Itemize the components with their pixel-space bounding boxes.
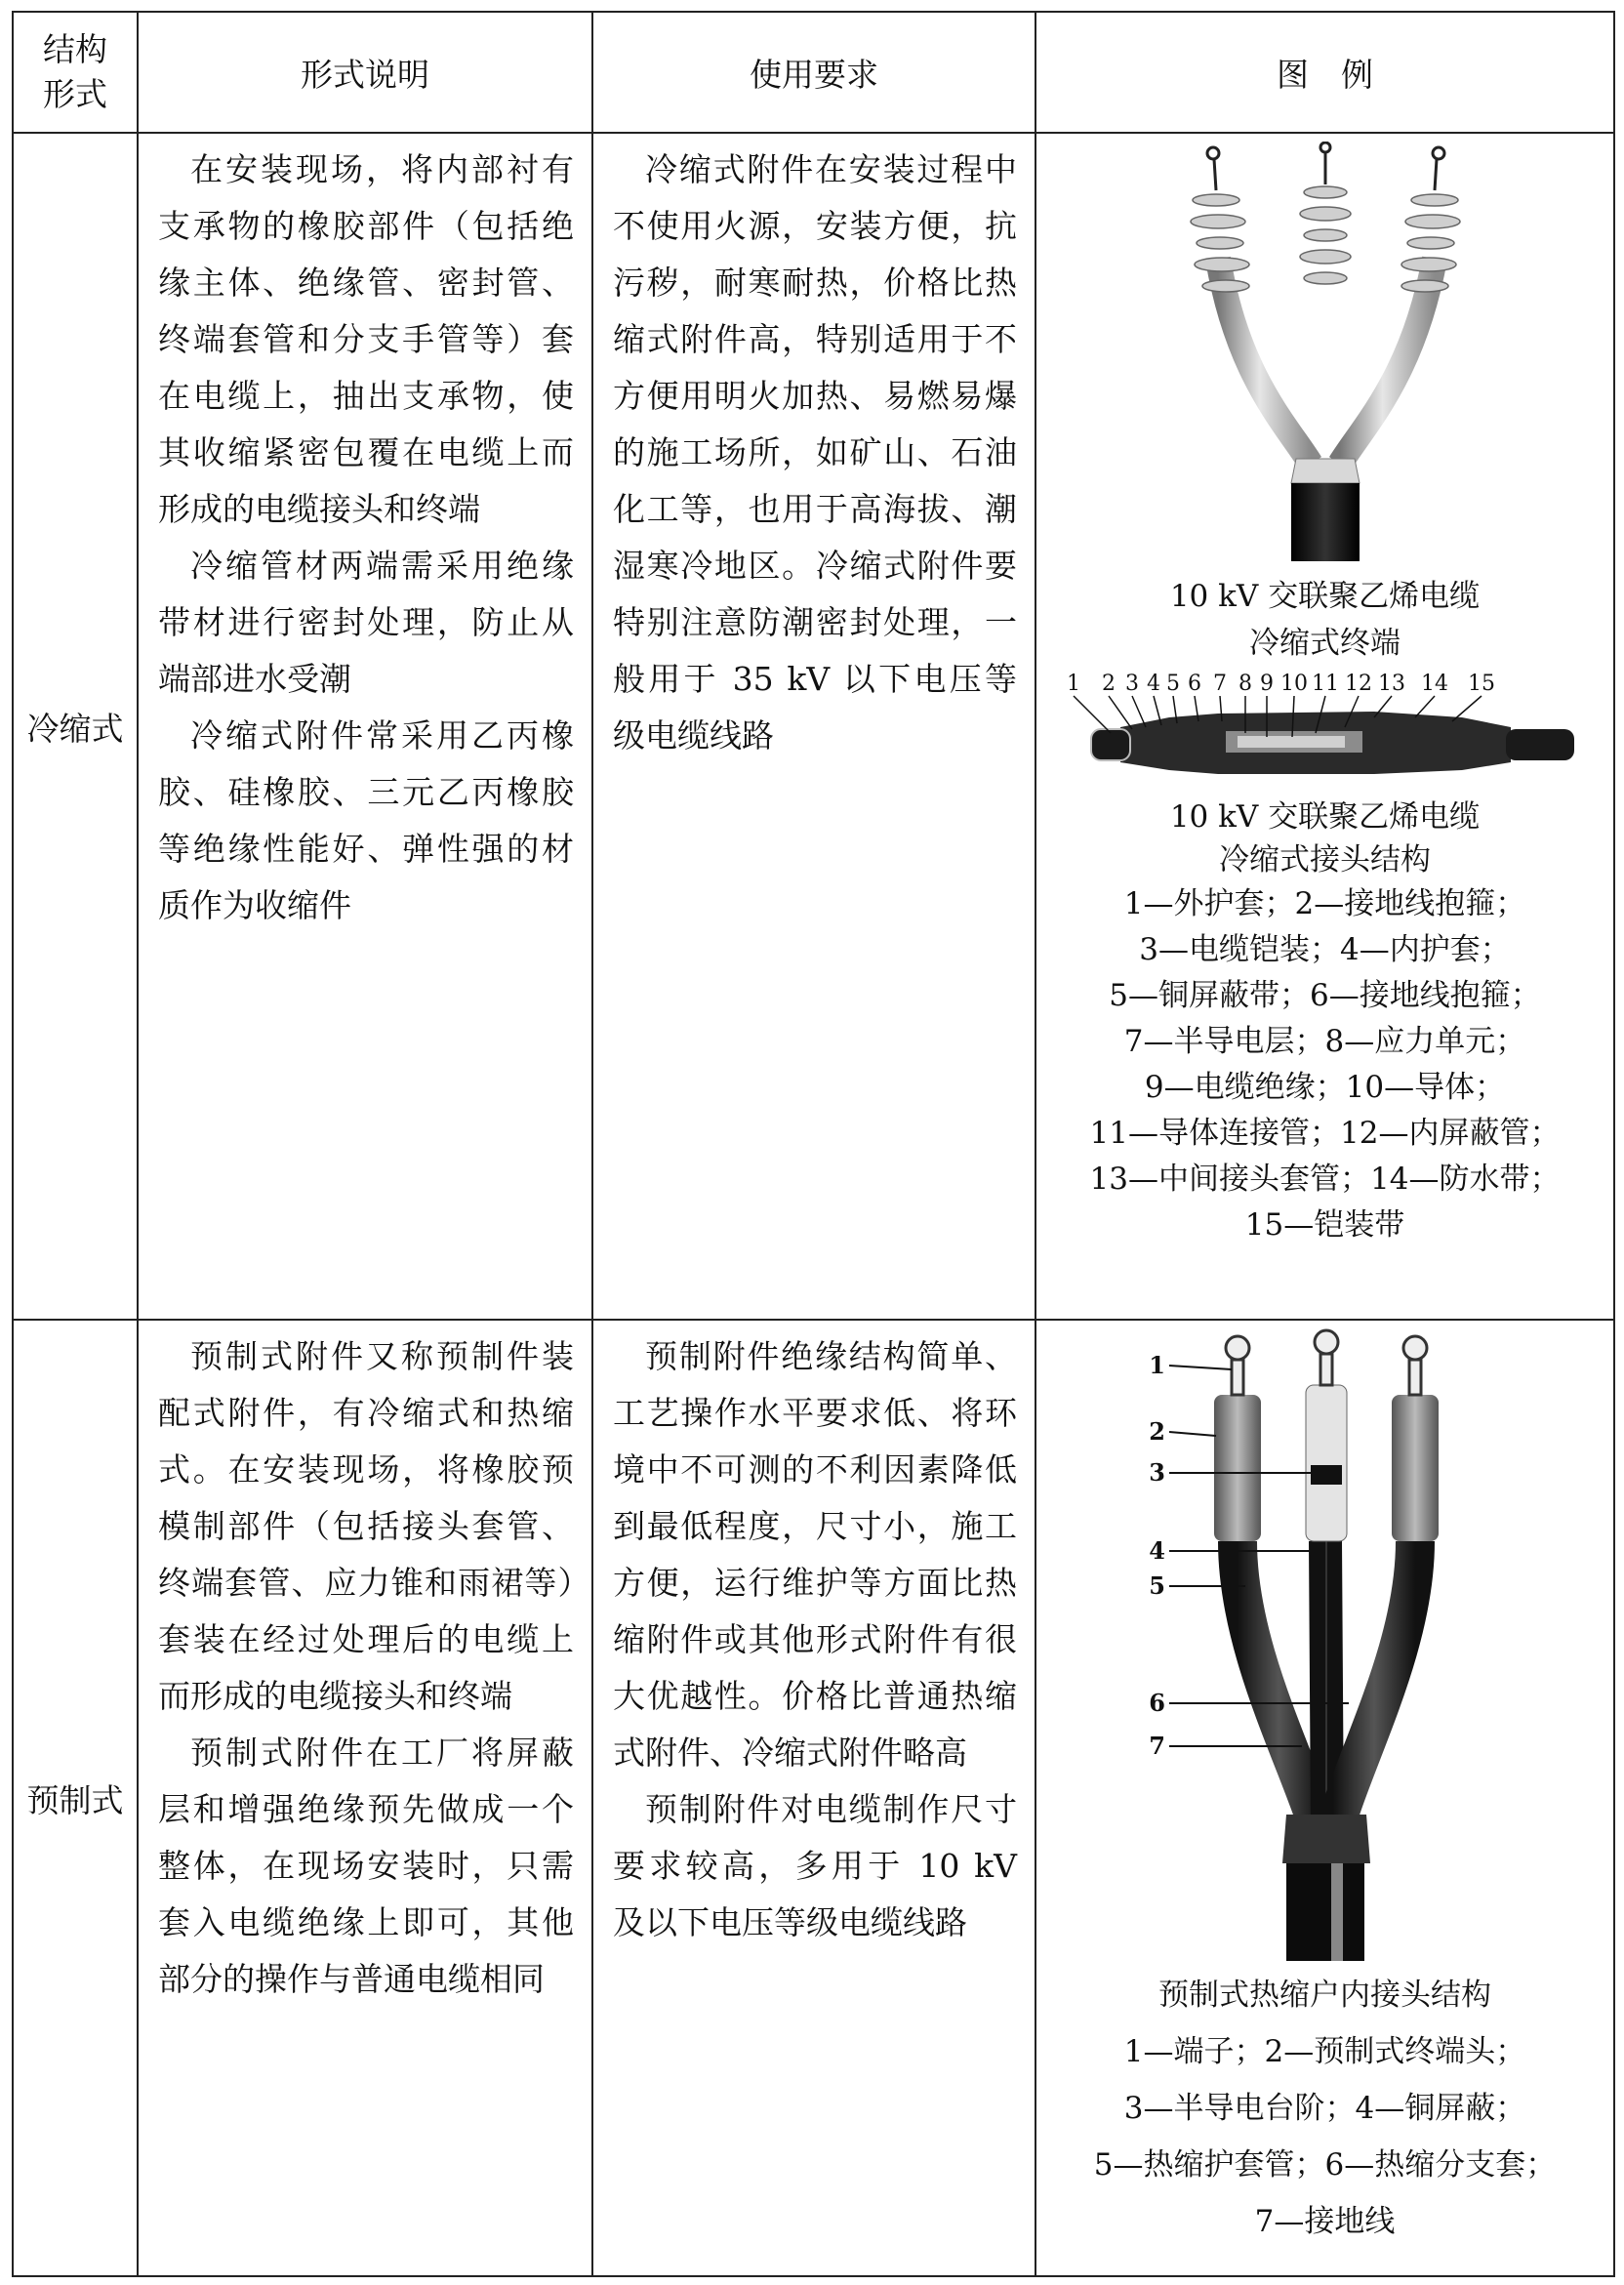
legend-line: 3—电缆铠装；4—内护套； xyxy=(1139,932,1511,967)
figure-caption: 10 kV 交联聚乙烯电缆 xyxy=(1169,799,1481,835)
structure-cell: 冷缩式 xyxy=(13,133,138,1320)
description-paragraph: 在安装现场，将内部衬有支承物的橡胶部件（包括绝缘主体、绝缘管、密封管、终端套管和分支手管等）套在电缆上，抽出支承物，使其收缩紧密包覆在电缆上而形成的电缆接头和终端 xyxy=(158,150,574,528)
figure-caption: 10 kV 交联聚乙烯电缆 xyxy=(1169,579,1481,614)
callout-label: 12 xyxy=(1344,672,1372,696)
callout-label: 11 xyxy=(1311,672,1339,696)
accessory-table xyxy=(12,11,1615,2277)
legend-line: 13—中间接头套管；14—防水带； xyxy=(1089,1162,1561,1197)
callout-label: 9 xyxy=(1259,672,1274,696)
legend-line: 1—端子；2—预制式终端头； xyxy=(1123,2034,1526,2069)
legend-line: 15—铠装带 xyxy=(1244,1207,1405,1243)
callout-label: 8 xyxy=(1238,672,1252,696)
callout-label: 4 xyxy=(1148,1536,1165,1565)
description-paragraph: 预制式附件在工厂将屏蔽层和增强绝缘预先做成一个整体，在现场安装时，只需套入电缆绝缘上即可，其他部分的操作与普通电缆相同 xyxy=(158,1734,574,1998)
legend-line: 7—半导电层；8—应力单元； xyxy=(1123,1024,1526,1059)
callout-label: 6 xyxy=(1148,1689,1165,1717)
legend-line: 1—外护套；2—接地线抱箍； xyxy=(1123,886,1526,921)
callout-label: 1 xyxy=(1066,672,1080,696)
callout-label: 3 xyxy=(1124,672,1139,696)
callout-label: 1 xyxy=(1148,1351,1165,1379)
header-description: 形式说明 xyxy=(138,12,592,133)
cold-shrink-joint-illustration xyxy=(1052,669,1599,786)
callout-label: 14 xyxy=(1420,672,1448,696)
requirements-paragraph: 预制附件绝缘结构简单、工艺操作水平要求低、将环境中不可测的不利因素降低到最低程度，尺寸小，施工方便，运行维护等方面比热缩附件或其他形式附件有很大优越性。价格比普通热缩式附件、冷缩式附件略高 xyxy=(613,1337,1017,1772)
callout-label: 3 xyxy=(1148,1458,1165,1487)
figure-caption: 预制式热缩户内接头结构 xyxy=(1158,1978,1491,2013)
figure-cell xyxy=(1035,1320,1614,2276)
header-requirements: 使用要求 xyxy=(592,12,1035,133)
callout-label: 15 xyxy=(1467,672,1495,696)
callout-label: 10 xyxy=(1279,672,1308,696)
legend-line: 9—电缆绝缘；10—导体； xyxy=(1144,1070,1506,1105)
description-cell xyxy=(138,133,592,1320)
requirements-paragraph: 预制附件对电缆制作尺寸要求较高，多用于 10 kV 及以下电压等级电缆线路 xyxy=(613,1790,1017,1941)
callout-label: 7 xyxy=(1148,1732,1165,1760)
figure-cell xyxy=(1035,133,1614,1320)
requirements-cell xyxy=(592,1320,1035,2276)
description-paragraph: 冷缩式附件常采用乙丙橡胶、硅橡胶、三元乙丙橡胶等绝缘性能好、弹性强的材质作为收缩件 xyxy=(158,716,574,924)
description-cell xyxy=(138,1320,592,2276)
callout-label: 13 xyxy=(1377,672,1405,696)
callout-label: 7 xyxy=(1212,672,1227,696)
table-row xyxy=(13,1320,1614,2276)
legend-line: 7—接地线 xyxy=(1254,2204,1396,2239)
legend-line: 5—铜屏蔽带；6—接地线抱箍； xyxy=(1109,978,1541,1013)
callout-label: 2 xyxy=(1148,1417,1165,1446)
callout-label: 4 xyxy=(1146,672,1160,696)
header-figure: 图 例 xyxy=(1035,12,1614,133)
callout-label: 5 xyxy=(1165,672,1180,696)
requirements-cell xyxy=(592,133,1035,1320)
prefabricated-joint-illustration xyxy=(1111,1326,1540,1971)
header-structure: 结构形式 xyxy=(13,12,138,133)
table-row xyxy=(13,133,1614,1320)
callout-label: 5 xyxy=(1148,1571,1165,1600)
figure-caption: 冷缩式终端 xyxy=(1249,626,1401,661)
callout-label: 6 xyxy=(1187,672,1201,696)
figure-caption: 冷缩式接头结构 xyxy=(1219,842,1431,877)
legend-line: 11—导体连接管；12—内屏蔽管； xyxy=(1089,1116,1561,1151)
requirements-paragraph: 冷缩式附件在安装过程中不使用火源，安装方便，抗污秽，耐寒耐热，价格比热缩式附件高，特别适用于不方便用明火加热、易燃易爆的施工场所，如矿山、石油化工等，也用于高海拔、潮湿寒冷地区。冷缩式附件要特别注意防潮密封处理，一般用于 35 kV 以下电压等级电缆线路 xyxy=(613,150,1017,755)
description-paragraph: 冷缩管材两端需采用绝缘带材进行密封处理，防止从端部进水受潮 xyxy=(158,547,574,698)
legend-line: 3—半导电台阶；4—铜屏蔽； xyxy=(1123,2091,1526,2126)
legend-line: 5—热缩护套管；6—热缩分支套； xyxy=(1093,2147,1557,2183)
structure-cell: 预制式 xyxy=(13,1320,138,2276)
cold-shrink-termination-illustration xyxy=(1179,142,1472,571)
description-paragraph: 预制式附件又称预制件装配式附件，有冷缩式和热缩式。在安装现场，将橡胶预模制部件（包括接头套管、终端套管、应力锥和雨裙等）套装在经过处理后的电缆上而形成的电缆接头和终端 xyxy=(158,1337,574,1715)
header-row xyxy=(13,12,1614,133)
callout-label: 2 xyxy=(1101,672,1116,696)
